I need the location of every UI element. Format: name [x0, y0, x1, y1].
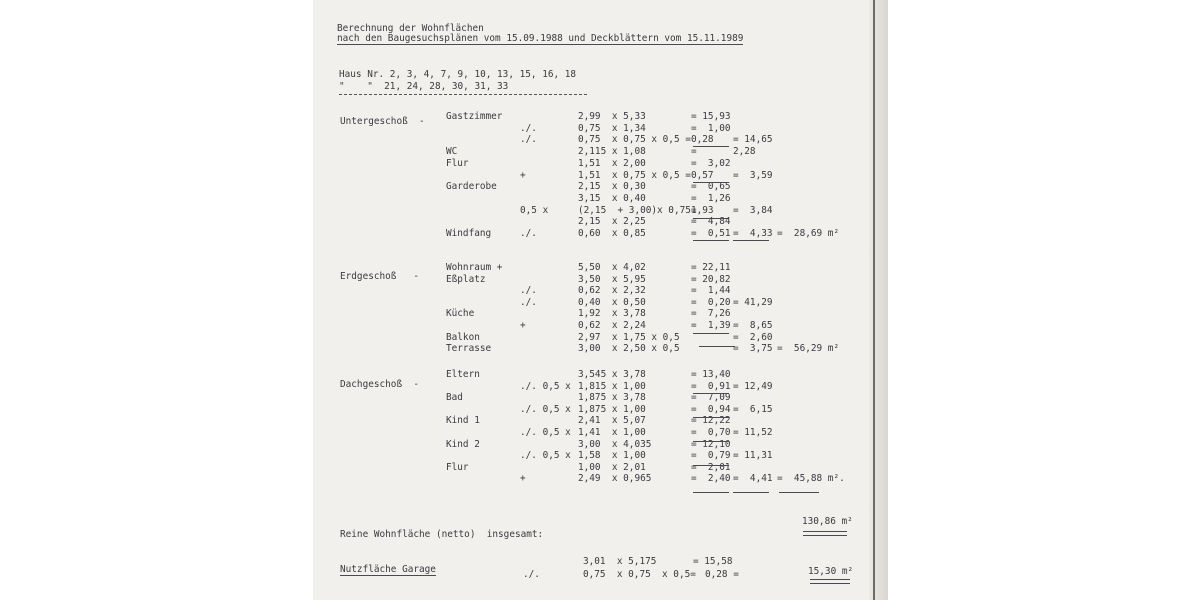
erdgeschoss-row-calculation: 2,97 x 1,75 x 0,5	[578, 331, 680, 343]
total-label: Reine Wohnfläche (netto) insgesamt:	[340, 529, 544, 540]
dachgeschoss-row-result: = 0,70	[691, 427, 731, 438]
erdgeschoss-row-room-label: Balkon	[446, 331, 480, 343]
calc-underline	[693, 182, 729, 183]
dachgeschoss-row-result: = 0,94	[691, 403, 731, 415]
dachgeschoss-row-calculation: 2,49 x 0,965	[578, 473, 652, 485]
dachgeschoss-row-room-label: Kind 1	[446, 415, 480, 427]
erdgeschoss-row-calculation: 5,50 x 4,02	[578, 262, 646, 273]
untergeschoss-row-result: 0,28	[691, 134, 714, 146]
garage-row2-calc: 0,75 x 0,75 x 0,5=	[583, 569, 696, 580]
untergeschoss-row-room-label: Garderobe	[446, 181, 497, 193]
dachgeschoss-row-calculation: 1,00 x 2,01	[578, 461, 646, 473]
untergeschoss-row-calculation: (2,15 + 3,00)x 0,75=	[578, 204, 697, 216]
dachgeschoss-row-room-label: Eltern	[446, 369, 480, 380]
untergeschoss-row-result: = 15,93	[691, 111, 731, 122]
calc-underline	[693, 465, 729, 466]
untergeschoss-row-calculation: 2,99 x 5,33	[578, 111, 646, 122]
dachgeschoss-row-subtotal: = 11,52	[733, 427, 773, 438]
erdgeschoss-row-calculation: 1,92 x 3,78	[578, 308, 646, 320]
garage-row2-result: 0,28 =	[705, 569, 739, 580]
garage-label: Nutzfläche Garage	[340, 564, 436, 575]
dachgeschoss-row-calculation: 3,00 x 4,035	[578, 438, 652, 450]
calc-underline	[693, 218, 729, 219]
garage-row1-result: = 15,58	[693, 556, 733, 567]
dachgeschoss-row-room-label: Bad	[446, 392, 463, 404]
total-value: 130,86 m²	[802, 516, 853, 527]
erdgeschoss-row-subtotal: = 41,29	[733, 296, 773, 308]
erdgeschoss-row-operator: ./.	[520, 285, 537, 297]
dachgeschoss-row-calculation: 1,815 x 1,00	[578, 380, 646, 392]
calc-underline	[733, 240, 769, 241]
erdgeschoss-row-room-label: Wohnraum +	[446, 262, 503, 273]
untergeschoss-row-operator: ./.	[520, 122, 537, 134]
erdgeschoss-row-operator: +	[520, 320, 526, 331]
erdgeschoss-row-calculation: 0,62 x 2,32	[578, 285, 646, 297]
untergeschoss-row-result: = 1,26	[691, 192, 731, 204]
calc-underline	[779, 492, 819, 493]
calc-underline	[693, 441, 729, 442]
dachgeschoss-row-result: = 13,40	[691, 369, 731, 380]
dachgeschoss-row-subtotal: = 11,31	[733, 450, 773, 462]
untergeschoss-row-operator: ./.	[520, 228, 537, 239]
dachgeschoss-row-operator: +	[520, 473, 526, 485]
erdgeschoss-row-subtotal: = 8,65	[733, 320, 773, 331]
untergeschoss-row-result: 0,57	[691, 169, 714, 181]
dachgeschoss-row-operator: ./. 0,5 x	[520, 427, 571, 438]
erdgeschoss-row-result: = 1,39	[691, 320, 731, 331]
untergeschoss-row-calculation: 0,60 x 0,85	[578, 228, 646, 239]
untergeschoss-row-calculation: 2,15 x 2,25	[578, 216, 646, 228]
section-erdgeschoss-label: Erdgeschoß -	[340, 271, 420, 282]
dachgeschoss-row-calculation: 1,58 x 1,00	[578, 450, 646, 462]
untergeschoss-row-operator: ./.	[520, 134, 537, 146]
untergeschoss-row-room-label: Windfang	[446, 228, 492, 239]
doc-title: Berechnung der Wohnflächen	[337, 23, 484, 34]
untergeschoss-row-subtotal: = 14,65	[733, 134, 773, 146]
garage-total: 15,30 m²	[808, 566, 854, 577]
untergeschoss-row-operator: +	[520, 169, 526, 181]
untergeschoss-row-result: = 1,00	[691, 122, 731, 134]
untergeschoss-row-result: = 4,84	[691, 216, 731, 228]
calc-underline	[693, 417, 729, 418]
document-page	[313, 0, 888, 600]
untergeschoss-row-room-label: Flur	[446, 157, 469, 169]
section-dachgeschoss-label: Dachgeschoß -	[340, 379, 420, 390]
untergeschoss-row-calculation: 3,15 x 0,40	[578, 192, 646, 204]
calc-underline	[733, 492, 769, 493]
calc-underline	[699, 346, 735, 347]
page-shadow	[869, 0, 888, 600]
erdgeschoss-row-operator: ./.	[520, 296, 537, 308]
dachgeschoss-row-calculation: 1,41 x 1,00	[578, 427, 646, 438]
erdgeschoss-row-calculation: 0,62 x 2,24	[578, 320, 646, 331]
dachgeschoss-row-result: = 12,22	[691, 415, 731, 427]
dachgeschoss-row-room-label: Flur	[446, 461, 469, 473]
dachgeschoss-row-floor-total: = 45,88 m².	[777, 473, 845, 485]
erdgeschoss-row-room-label: Eßplatz	[446, 273, 486, 285]
dachgeschoss-row-operator: ./. 0,5 x	[520, 450, 571, 462]
dachgeschoss-row-calculation: 2,41 x 5,07	[578, 415, 646, 427]
haus-numbers-line2: " " 21, 24, 28, 30, 31, 33	[339, 81, 509, 92]
dachgeschoss-row-subtotal: = 4,41	[733, 473, 773, 485]
untergeschoss-row-result: = 3,02	[691, 157, 731, 169]
garage-row1-calc: 3,01 x 5,175	[583, 556, 657, 567]
dachgeschoss-row-calculation: 1,875 x 3,78	[578, 392, 646, 404]
dachgeschoss-row-subtotal: = 12,49	[733, 380, 773, 392]
untergeschoss-row-floor-total: = 28,69 m²	[777, 228, 840, 239]
erdgeschoss-row-result: = 22,11	[691, 262, 731, 273]
untergeschoss-row-subtotal: = 3,59	[733, 169, 773, 181]
untergeschoss-row-calculation: 0,75 x 1,34	[578, 122, 646, 134]
erdgeschoss-row-room-label: Terrasse	[446, 343, 492, 355]
dachgeschoss-row-result: = 2,40	[691, 473, 731, 485]
untergeschoss-row-room-label: WC	[446, 146, 458, 158]
erdgeschoss-row-subtotal: = 2,60	[733, 331, 773, 343]
untergeschoss-row-operator: 0,5 x	[520, 204, 549, 216]
erdgeschoss-row-room-label: Küche	[446, 308, 475, 320]
untergeschoss-row-result: =	[691, 146, 697, 158]
calc-underline	[693, 393, 729, 394]
untergeschoss-row-subtotal: = 4,33	[733, 228, 773, 239]
untergeschoss-row-calculation: 1,51 x 2,00	[578, 157, 646, 169]
haus-dashed-rule	[339, 94, 587, 95]
dachgeschoss-row-operator: ./. 0,5 x	[520, 380, 571, 392]
calc-underline	[693, 333, 729, 334]
erdgeschoss-row-result: = 20,82	[691, 273, 731, 285]
doc-subtitle: nach den Baugesuchsplänen vom 15.09.1988 und Deckblättern vom 15.11.1989	[337, 33, 744, 44]
dachgeschoss-row-subtotal: = 6,15	[733, 403, 773, 415]
untergeschoss-row-calculation: 1,51 x 0,75 x 0,5 =	[578, 169, 691, 181]
page-edge-line	[873, 0, 875, 600]
erdgeschoss-row-subtotal: = 3,75	[733, 343, 773, 355]
erdgeschoss-row-calculation: 3,50 x 5,95	[578, 273, 646, 285]
untergeschoss-row-calculation: 2,115 x 1,08	[578, 146, 646, 158]
untergeschoss-row-room-label: Gastzimmer	[446, 111, 503, 122]
dachgeschoss-row-result: = 0,79	[691, 450, 731, 462]
dachgeschoss-row-result: = 2,01	[691, 461, 731, 473]
untergeschoss-row-subtotal: = 3,84	[733, 204, 773, 216]
garage-row2-op: ./.	[523, 569, 540, 580]
erdgeschoss-row-calculation: 3,00 x 2,50 x 0,5	[578, 343, 680, 355]
dachgeschoss-row-result: = 7,09	[691, 392, 731, 404]
dachgeschoss-row-operator: ./. 0,5 x	[520, 403, 571, 415]
untergeschoss-row-calculation: 0,75 x 0,75 x 0,5 =	[578, 134, 691, 146]
haus-numbers-line1: Haus Nr. 2, 3, 4, 7, 9, 10, 13, 15, 16, 18	[339, 69, 577, 80]
garage-double-underline	[810, 579, 850, 584]
dachgeschoss-row-room-label: Kind 2	[446, 438, 480, 450]
dachgeschoss-row-calculation: 1,875 x 1,00	[578, 403, 646, 415]
section-untergeschoss-label: Untergeschoß -	[340, 116, 425, 127]
dachgeschoss-row-result: = 12,10	[691, 438, 731, 450]
untergeschoss-row-subtotal: 2,28	[733, 146, 756, 158]
dachgeschoss-row-calculation: 3,545 x 3,78	[578, 369, 646, 380]
untergeschoss-row-calculation: 2,15 x 0,30	[578, 181, 646, 193]
untergeschoss-row-result: = 0,51	[691, 228, 731, 239]
erdgeschoss-row-result: = 0,20	[691, 296, 731, 308]
calc-underline	[693, 492, 729, 493]
erdgeschoss-row-calculation: 0,40 x 0,50	[578, 296, 646, 308]
untergeschoss-row-result: 1,93	[691, 204, 714, 216]
erdgeschoss-row-result: = 7,26	[691, 308, 731, 320]
total-double-underline	[803, 531, 847, 536]
calc-underline	[693, 146, 729, 147]
calc-underline	[693, 240, 729, 241]
dachgeschoss-row-result: = 0,91	[691, 380, 731, 392]
erdgeschoss-row-floor-total: = 56,29 m²	[777, 343, 840, 355]
untergeschoss-row-result: = 0,65	[691, 181, 731, 193]
erdgeschoss-row-result: = 1,44	[691, 285, 731, 297]
